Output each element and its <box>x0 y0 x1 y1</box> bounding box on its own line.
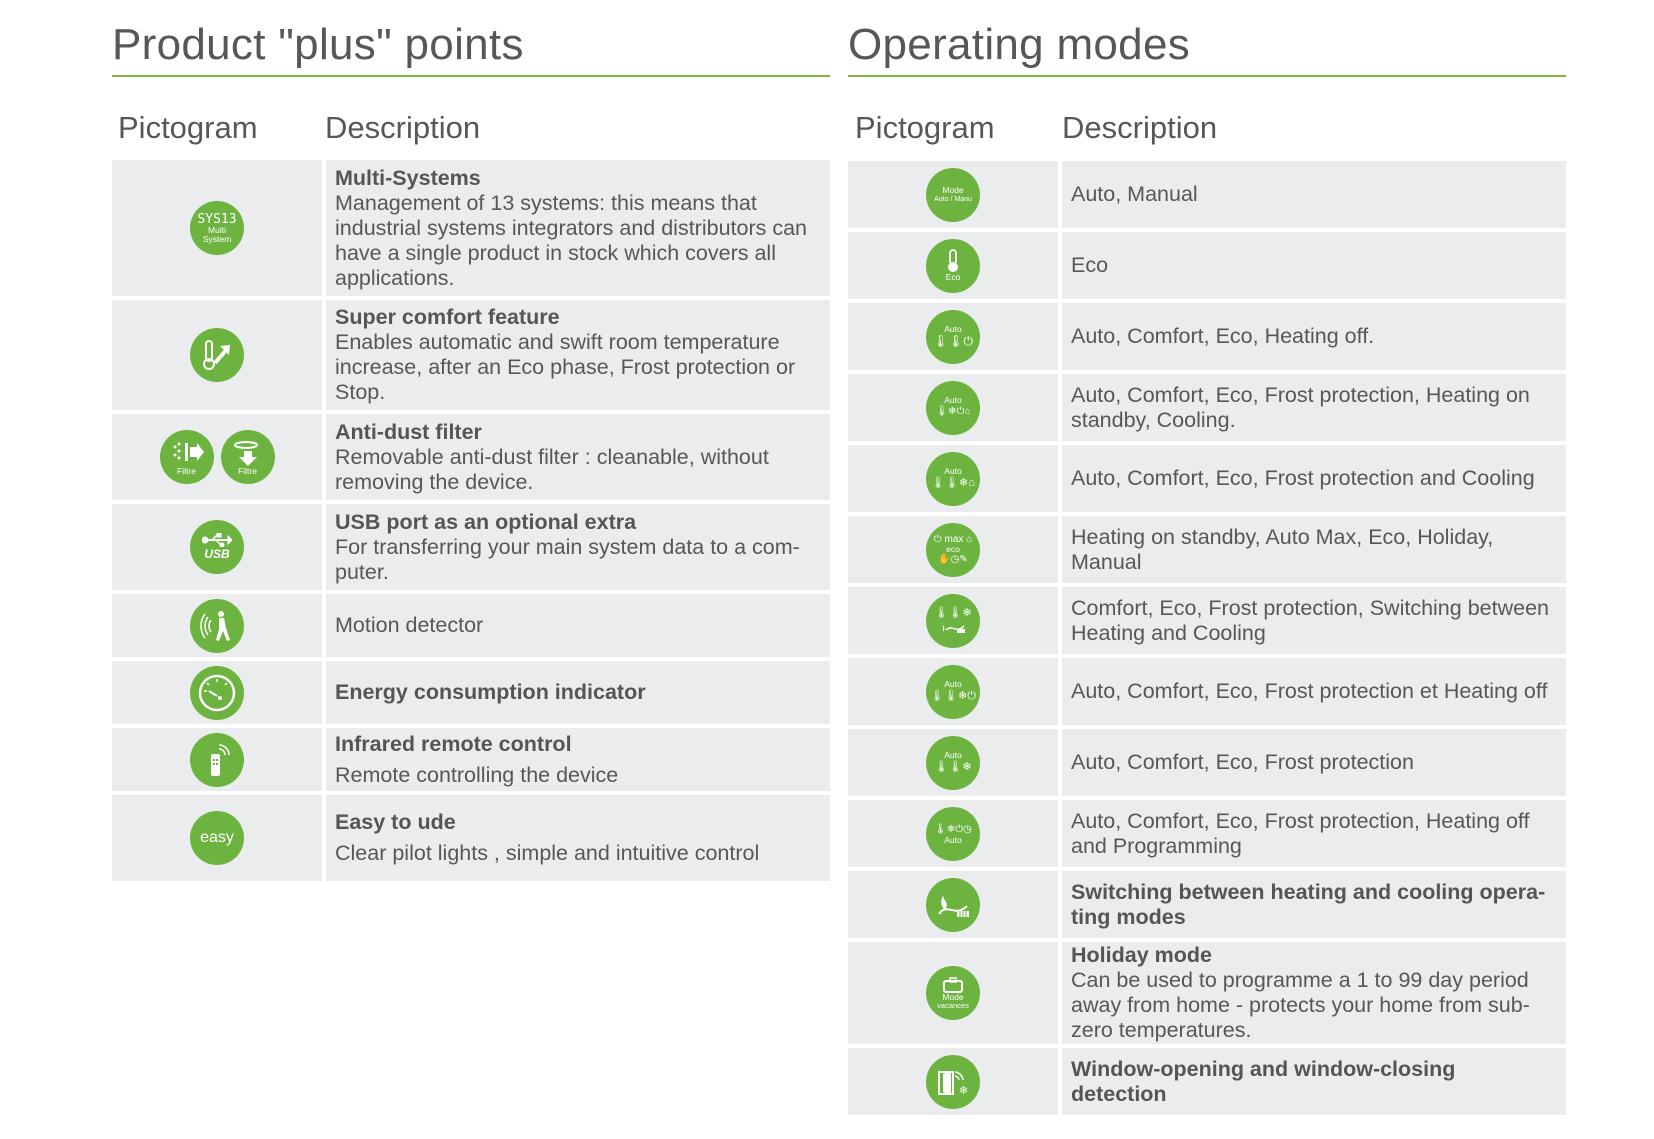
window-detection-icon <box>926 1055 980 1109</box>
description-cell <box>326 160 830 296</box>
pictogram-cell <box>848 445 1058 512</box>
table-row <box>848 800 1566 867</box>
feature-text: Remote controlling the device <box>335 762 619 787</box>
pictogram-cell <box>848 232 1058 299</box>
auto-thermo-power-icon: Auto 🌡🌡⏻ <box>926 310 980 364</box>
table-row <box>848 516 1566 583</box>
eco-thermometer-icon: Eco <box>926 239 980 293</box>
usb-icon: USB <box>190 520 244 574</box>
pictogram-cell <box>112 661 322 724</box>
mode-text: Auto, Comfort, Eco, Frost protection, Heating off and Programming <box>1071 808 1530 858</box>
description-cell <box>1062 445 1566 512</box>
table-row <box>848 1048 1566 1115</box>
description-cell <box>1062 516 1566 583</box>
feature-title: Energy consumption indicator <box>335 680 646 704</box>
table-row <box>848 587 1566 654</box>
mode-text: Auto, Comfort, Eco, Frost protection et Heating off <box>1071 679 1548 703</box>
description-cell <box>1062 161 1566 228</box>
mode-text: Auto, Manual <box>1071 182 1198 206</box>
pictogram-cell <box>848 587 1058 654</box>
feature-text: Clear pilot lights , simple and intuitive control <box>335 841 760 865</box>
product-features-table <box>112 160 830 885</box>
pictogram-cell <box>848 800 1058 867</box>
pictogram-cell <box>112 795 322 881</box>
description-cell <box>326 414 830 500</box>
left-col-pictogram-header: Pictogram <box>118 110 258 145</box>
standby-max-eco-icon: ⏻ max ⌂ eco ✋◷✎ <box>926 523 980 577</box>
mode-text: Eco <box>1071 253 1109 277</box>
table-row <box>848 729 1566 796</box>
multi-system-icon: SYS13 Multi System <box>190 201 244 255</box>
right-col-pictogram-header: Pictogram <box>855 110 995 145</box>
description-cell <box>326 300 830 410</box>
pictogram-cell <box>848 303 1058 370</box>
feature-title: Infrared remote control <box>335 731 572 756</box>
mode-text: Comfort, Eco, Frost protection, Switching between Heating and Cooling <box>1071 595 1549 645</box>
filter-icon: Filtre <box>160 430 214 484</box>
pictogram-cell <box>848 516 1058 583</box>
mode-text: Can be used to programme a 1 to 99 day period away from home - protects your home from sub-zero temperatures. <box>1071 968 1530 1042</box>
table-row <box>848 942 1566 1044</box>
remote-control-icon <box>190 733 244 787</box>
feature-title: Multi-Systems <box>335 165 481 190</box>
mode-title: Window-opening and window-closing detection <box>1071 1056 1456 1106</box>
product-plus-points-title: Product "plus" points <box>112 20 524 69</box>
description-cell <box>1062 942 1566 1044</box>
right-col-description-header: Description <box>1062 110 1218 145</box>
feature-text: Enables automatic and swift room temperature increase, after an Eco phase, Frost protection or Stop. <box>335 330 796 404</box>
description-cell <box>1062 658 1566 725</box>
feature-title: USB port as an optional extra <box>335 509 637 534</box>
pictogram-cell <box>848 374 1058 441</box>
title-underline <box>112 75 830 77</box>
mode-text: Heating on standby, Auto Max, Eco, Holiday, Manual <box>1071 524 1494 574</box>
description-cell <box>326 594 830 657</box>
operating-modes-title: Operating modes <box>848 20 1191 69</box>
pictogram-cell <box>112 300 322 410</box>
table-row <box>112 795 830 881</box>
pictogram-cell <box>848 729 1058 796</box>
programming-icon: 🌡❄⏻◷ Auto <box>926 807 980 861</box>
table-row <box>848 161 1566 228</box>
feature-title: Super comfort feature <box>335 305 560 329</box>
mode-text: Auto, Comfort, Eco, Heating off. <box>1071 324 1375 348</box>
filter-removal-icon: Filtre <box>221 430 275 484</box>
description-cell <box>1062 587 1566 654</box>
auto-multi-mode-icon: Auto 🌡❄⏻⌂ <box>926 381 980 435</box>
table-row <box>848 303 1566 370</box>
pictogram-cell <box>848 942 1058 1044</box>
table-row <box>848 374 1566 441</box>
heat-cool-switch-icon: 🌡🌡❄ <box>926 594 980 648</box>
feature-text: Removable anti-dust filter : cleanable, without removing the device. <box>335 444 769 494</box>
feature-title: Easy to ude <box>335 810 456 834</box>
table-row <box>112 160 830 296</box>
pictogram-cell <box>848 1048 1058 1115</box>
table-row <box>112 414 830 500</box>
description-cell <box>1062 729 1566 796</box>
mode-auto-manu-icon: Mode Auto / Manu <box>926 168 980 222</box>
easy-icon: easy <box>190 811 244 865</box>
description-cell <box>1062 1048 1566 1115</box>
left-col-description-header: Description <box>325 110 481 145</box>
table-row <box>848 232 1566 299</box>
table-row <box>848 871 1566 938</box>
auto-frost-cooling-icon: Auto 🌡🌡❄⌂ <box>926 452 980 506</box>
description-cell <box>1062 374 1566 441</box>
description-cell <box>326 795 830 881</box>
feature-title: Anti-dust filter <box>335 419 482 444</box>
operating-modes-table <box>848 161 1566 1119</box>
table-row <box>112 300 830 410</box>
mode-text: Auto, Comfort, Eco, Frost protection <box>1071 750 1414 774</box>
super-comfort-icon <box>190 328 244 382</box>
table-row <box>112 728 830 791</box>
pictogram-cell <box>112 160 322 296</box>
mode-text: Auto, Comfort, Eco, Frost protection, Heating on standby, Cooling. <box>1071 382 1530 432</box>
mode-text: Auto, Comfort, Eco, Frost protection and Cooling <box>1071 466 1535 490</box>
table-row <box>112 504 830 590</box>
pictogram-cell <box>848 871 1058 938</box>
mode-title: Switching between heating and cooling opera-ting modes <box>1071 879 1546 929</box>
table-row <box>112 661 830 724</box>
auto-frost-off-icon: Auto 🌡🌡❄⏻ <box>926 665 980 719</box>
pictogram-cell <box>848 161 1058 228</box>
pictogram-cell <box>848 658 1058 725</box>
description-cell <box>326 661 830 724</box>
feature-text: Management of 13 systems: this means that industrial systems integrators and distributors can have a single product in stock which covers all applications. <box>335 190 808 290</box>
energy-gauge-icon <box>190 666 244 720</box>
pictogram-cell <box>112 728 322 791</box>
mode-title: Holiday mode <box>1071 943 1212 967</box>
description-cell <box>1062 232 1566 299</box>
feature-text: Motion detector <box>335 613 484 637</box>
pictogram-cell <box>112 594 322 657</box>
table-row <box>848 445 1566 512</box>
table-row <box>848 658 1566 725</box>
description-cell <box>326 728 830 791</box>
svg-text:❄: ❄ <box>959 1083 969 1097</box>
description-cell <box>1062 303 1566 370</box>
pictogram-cell <box>112 504 322 590</box>
description-cell <box>326 504 830 590</box>
description-cell <box>1062 800 1566 867</box>
motion-detector-icon <box>190 599 244 653</box>
heating-cooling-modes-icon <box>926 878 980 932</box>
feature-text: For transferring your main system data to a com-puter. <box>335 534 800 584</box>
auto-frost-icon: Auto 🌡🌡❄ <box>926 736 980 790</box>
holiday-mode-icon: Mode vacances <box>926 966 980 1020</box>
title-underline <box>848 75 1566 77</box>
pictogram-cell <box>112 414 322 500</box>
table-row <box>112 594 830 657</box>
description-cell <box>1062 871 1566 938</box>
